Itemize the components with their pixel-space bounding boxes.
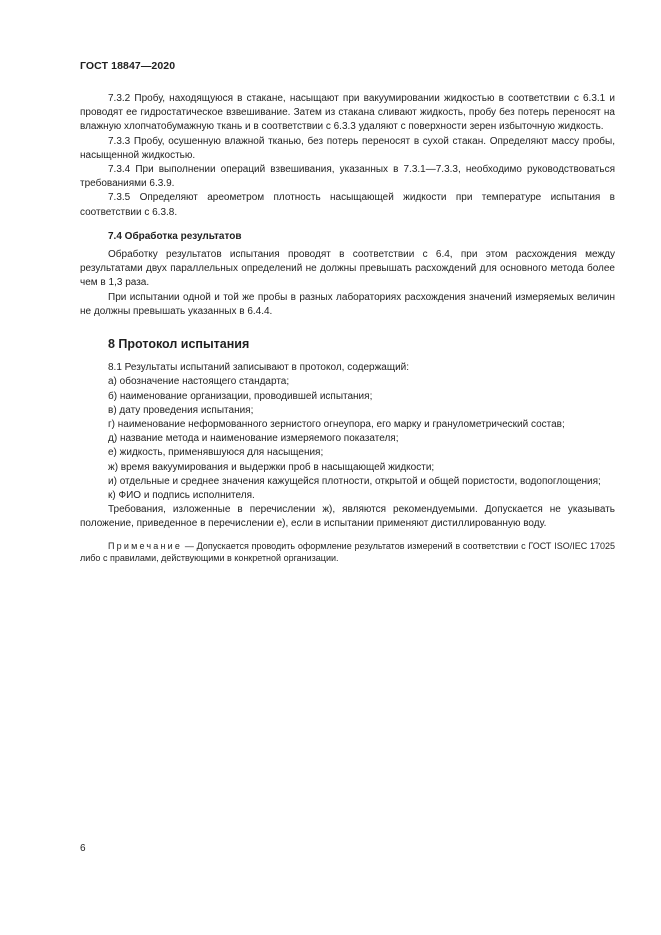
paragraph-7-4-processing: Обработку результатов испытания проводят в соответствии с 6.4, при этом расхождения между результатами двух параллельных определений не должны превышать расхождений для основного метода более чем в 1,3 раза. <box>80 249 615 289</box>
list-item: и) отдельные и среднее значения кажущейся плотности, открытой и общей пористости, водопоглощения; <box>108 475 601 487</box>
document-body <box>80 92 615 565</box>
paragraph-7-3-2: 7.3.2 Пробу, находящуюся в стакане, насыщают при вакуумировании жидкостью в соответствии с 6.3.1 и проводят ее гидростатическое взвешивание. Затем из стакана сливают жидкость, пробу без потерь переносят на влажную хлопчатобумажную ткань и в соответствии с 6.3.3 удаляют с поверхности зерен избыточную жидкость. <box>80 93 615 133</box>
section-heading-8: 8 Протокол испытания <box>108 337 250 352</box>
list-item: в) дату проведения испытания; <box>108 404 254 416</box>
paragraph-8-1: 8.1 Результаты испытаний записывают в протокол, содержащий: <box>108 362 410 374</box>
list-item: ж) время вакуумирования и выдержки проб в насыщающей жидкости; <box>108 461 435 473</box>
list-item: д) название метода и наименование измеряемого показателя; <box>108 433 399 445</box>
document-header: ГОСТ 18847—2020 <box>80 60 176 72</box>
note-text: — Допускается проводить оформление результатов измерений в соответствии с ГОСТ ISO/IEC 17025 либо с правилами, действующими в конкретной организации. <box>80 540 615 564</box>
page-number: 6 <box>80 843 86 854</box>
note <box>80 540 615 566</box>
paragraph-7-3-3: 7.3.3 Пробу, осушенную влажной тканью, без потерь переносят в сухой стакан. Определяют массу пробы, насыщенной жидкостью. <box>80 135 615 161</box>
paragraph-7-3-5: 7.3.5 Определяют ареометром плотность насыщающей жидкости при температуре испытания в соответствии с 6.3.8. <box>80 192 615 218</box>
note-label: Примечание <box>108 540 183 551</box>
list-item: б) наименование организации, проводившей испытания; <box>108 390 373 402</box>
list-item: а) обозначение настоящего стандарта; <box>108 376 290 388</box>
list-item: г) наименование неформованного зернистого огнеупора, его марку и гранулометрический состав; <box>108 419 565 431</box>
subsection-heading-7-4: 7.4 Обработка результатов <box>108 230 242 242</box>
list-item: е) жидкость, применявшуюся для насыщения; <box>108 447 324 459</box>
paragraph-7-4-labs: При испытании одной и той же пробы в разных лабораториях расхождения значений измеряемых величин не должны превышать указанных в 6.4.4. <box>80 291 615 317</box>
paragraph-requirements: Требования, изложенные в перечислении ж), являются рекомендуемыми. Допускается не указывать положение, приведенное в перечислении е), если в испытании применяют дистиллированную воду. <box>80 504 615 530</box>
paragraph-7-3-4: 7.3.4 При выполнении операций взвешивания, указанных в 7.3.1—7.3.3, необходимо руководствоваться требованиями 6.3.9. <box>80 164 615 190</box>
list-item: к) ФИО и подпись исполнителя. <box>108 490 255 502</box>
